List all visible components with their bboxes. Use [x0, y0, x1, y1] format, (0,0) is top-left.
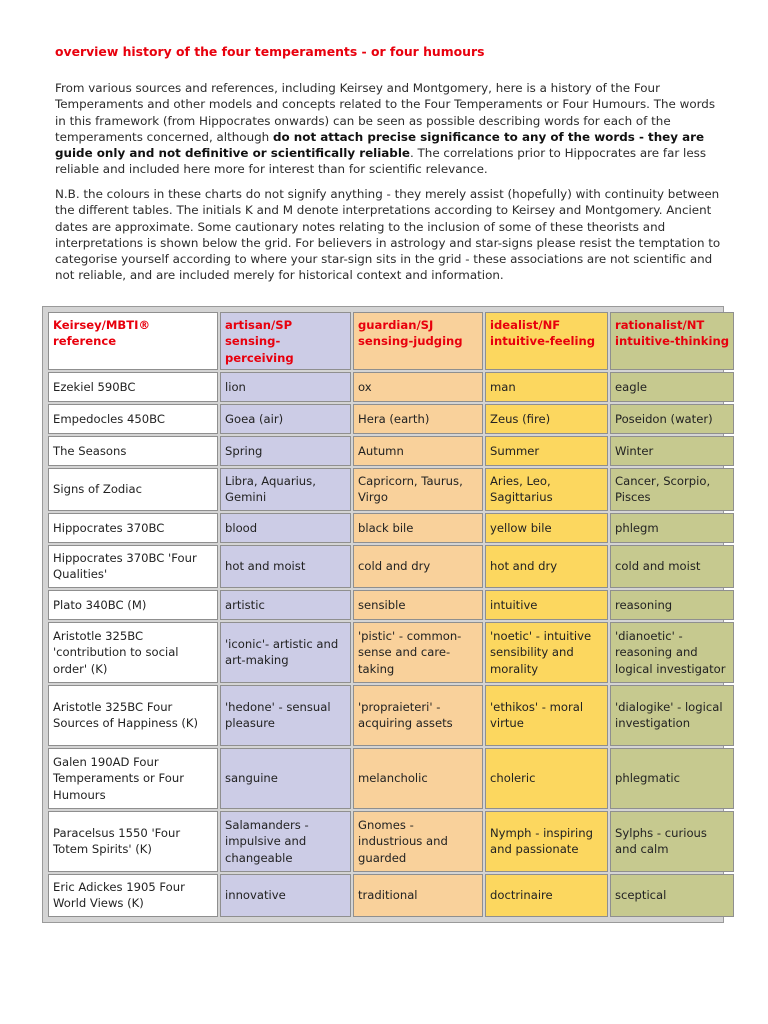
cell-reference: Signs of Zodiac — [48, 468, 218, 511]
cell-idealist: Zeus (fire) — [485, 404, 608, 434]
cell-guardian: Gnomes - industrious and guarded — [353, 811, 483, 872]
cell-reference: Plato 340BC (M) — [48, 590, 218, 620]
cell-artisan: 'iconic'- artistic and art-making — [220, 622, 351, 683]
cell-reference: Aristotle 325BC Four Sources of Happiness (K) — [48, 685, 218, 746]
table-row — [48, 811, 734, 872]
page-title: overview history of the four temperaments - or four humours — [55, 44, 485, 59]
table-row — [48, 590, 734, 620]
cell-artisan: 'hedone' - sensual pleasure — [220, 685, 351, 746]
table-row — [48, 513, 734, 543]
cell-idealist: 'ethikos' - moral virtue — [485, 685, 608, 746]
header-artisan: artisan/SP sensing-perceiving — [220, 312, 351, 370]
table-row — [48, 874, 734, 917]
cell-guardian: traditional — [353, 874, 483, 917]
cell-idealist: intuitive — [485, 590, 608, 620]
cell-artisan: Libra, Aquarius, Gemini — [220, 468, 351, 511]
cell-rationalist: Poseidon (water) — [610, 404, 734, 434]
header-guardian: guardian/SJ sensing-judging — [353, 312, 483, 370]
cell-idealist: choleric — [485, 748, 608, 809]
cell-reference: Galen 190AD Four Temperaments or Four Humours — [48, 748, 218, 809]
cell-guardian: black bile — [353, 513, 483, 543]
cell-rationalist: 'dianoetic' - reasoning and logical investigator — [610, 622, 734, 683]
cell-artisan: blood — [220, 513, 351, 543]
cell-artisan: Salamanders - impulsive and changeable — [220, 811, 351, 872]
intro-bold-warning: do not attach precise significance to any of the words - they are guide only and not definitive or scientifically reliable — [55, 129, 705, 161]
cell-artisan: innovative — [220, 874, 351, 917]
table-row — [48, 468, 734, 511]
cell-reference: Empedocles 450BC — [48, 404, 218, 434]
cell-rationalist: Winter — [610, 436, 734, 466]
intro-paragraph — [55, 80, 725, 178]
cell-artisan: Goea (air) — [220, 404, 351, 434]
cell-idealist: 'noetic' - intuitive sensibility and morality — [485, 622, 608, 683]
intro-text-end: . The correlations prior to Hippocrates are far less reliable and included here more for interest than for scientific relevance. — [55, 146, 707, 177]
cell-rationalist: Sylphs - curious and calm — [610, 811, 734, 872]
cell-guardian: 'propraieteri' - acquiring assets — [353, 685, 483, 746]
note-paragraph: N.B. the colours in these charts do not signify anything - they merely assist (hopefully) with continuity between the different tables. The initials K and M denote interpretations according to Keirsey and Montgomery. Ancient dates are approximate. Some cautionary notes relating to the inclusion of some of these theorists and interpretations is shown below the grid. For believers in astrology and star-signs please resist the temptation to categorise yourself according to where your star-sign sits in the grid - these associations are not scientific and not reliable, and are included merely for historical context and information. — [55, 187, 721, 283]
cell-idealist: doctrinaire — [485, 874, 608, 917]
header-rationalist: rationalist/NT intuitive-thinking — [610, 312, 734, 370]
cell-idealist: man — [485, 372, 608, 402]
cell-guardian: cold and dry — [353, 545, 483, 588]
cell-idealist: Nymph - inspiring and passionate — [485, 811, 608, 872]
header-reference: Keirsey/MBTI® reference — [48, 312, 218, 370]
cell-guardian: 'pistic' - common-sense and care-taking — [353, 622, 483, 683]
cell-idealist: hot and dry — [485, 545, 608, 588]
table-row — [48, 748, 734, 809]
cell-rationalist: phlegm — [610, 513, 734, 543]
intro-text: From various sources and references, including Keirsey and Montgomery, here is a history of the Four Temperaments and other models and concepts related to the Four Temperaments or Four Humours. The words in this framework (from Hippocrates onwards) can be seen as possible describing words for each of the temperaments concerned, although — [55, 81, 716, 144]
table-row — [48, 372, 734, 402]
cell-reference: Hippocrates 370BC — [48, 513, 218, 543]
cell-reference: Eric Adickes 1905 Four World Views (K) — [48, 874, 218, 917]
cell-reference: Hippocrates 370BC 'Four Qualities' — [48, 545, 218, 588]
cell-reference: Paracelsus 1550 'Four Totem Spirits' (K) — [48, 811, 218, 872]
table-row — [48, 685, 734, 746]
cell-rationalist: sceptical — [610, 874, 734, 917]
cell-guardian: melancholic — [353, 748, 483, 809]
cell-rationalist: reasoning — [610, 590, 734, 620]
cell-reference: Ezekiel 590BC — [48, 372, 218, 402]
cell-rationalist: cold and moist — [610, 545, 734, 588]
table-header-row — [48, 312, 734, 370]
cell-guardian: Capricorn, Taurus, Virgo — [353, 468, 483, 511]
table-row — [48, 622, 734, 683]
table-row — [48, 436, 734, 466]
cell-rationalist: 'dialogike' - logical investigation — [610, 685, 734, 746]
header-idealist: idealist/NF intuitive-feeling — [485, 312, 608, 370]
cell-guardian: sensible — [353, 590, 483, 620]
cell-artisan: sanguine — [220, 748, 351, 809]
table-row — [48, 545, 734, 588]
cell-idealist: Summer — [485, 436, 608, 466]
cell-artisan: Spring — [220, 436, 351, 466]
cell-reference: The Seasons — [48, 436, 218, 466]
cell-idealist: yellow bile — [485, 513, 608, 543]
cell-artisan: hot and moist — [220, 545, 351, 588]
cell-idealist: Aries, Leo, Sagittarius — [485, 468, 608, 511]
cell-guardian: ox — [353, 372, 483, 402]
cell-guardian: Autumn — [353, 436, 483, 466]
cell-rationalist: eagle — [610, 372, 734, 402]
cell-artisan: lion — [220, 372, 351, 402]
cell-artisan: artistic — [220, 590, 351, 620]
table-row — [48, 404, 734, 434]
cell-rationalist: phlegmatic — [610, 748, 734, 809]
cell-guardian: Hera (earth) — [353, 404, 483, 434]
cell-rationalist: Cancer, Scorpio, Pisces — [610, 468, 734, 511]
temperaments-table — [46, 310, 736, 919]
cell-reference: Aristotle 325BC 'contribution to social order' (K) — [48, 622, 218, 683]
temperaments-table-frame — [42, 306, 730, 923]
